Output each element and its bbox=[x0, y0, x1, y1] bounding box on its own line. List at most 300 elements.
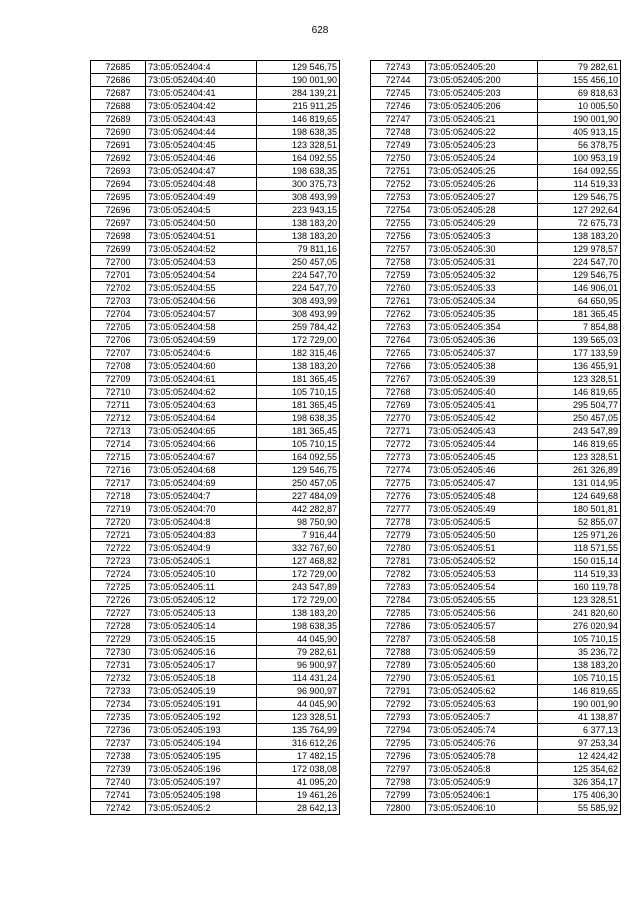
row-number-cell: 72788 bbox=[371, 646, 426, 659]
value-cell: 250 457,05 bbox=[257, 256, 340, 269]
cadastral-number-cell: 73:05:052404:61 bbox=[146, 373, 257, 386]
row-number-cell: 72794 bbox=[371, 724, 426, 737]
value-cell: 259 784,42 bbox=[257, 321, 340, 334]
table-row bbox=[371, 373, 621, 386]
table-row bbox=[371, 724, 621, 737]
row-number-cell: 72722 bbox=[91, 542, 146, 555]
row-number-cell: 72693 bbox=[91, 165, 146, 178]
row-number-cell: 72747 bbox=[371, 113, 426, 126]
cadastral-number-cell: 73:05:052405:12 bbox=[146, 594, 257, 607]
table-row bbox=[91, 516, 340, 529]
table-row bbox=[91, 685, 340, 698]
table-row bbox=[91, 204, 340, 217]
row-number-cell: 72786 bbox=[371, 620, 426, 633]
cadastral-number-cell: 73:05:052404:44 bbox=[146, 126, 257, 139]
cadastral-number-cell: 73:05:052404:48 bbox=[146, 178, 257, 191]
table-row bbox=[371, 750, 621, 763]
value-cell: 160 119,78 bbox=[538, 581, 621, 594]
table-row bbox=[371, 711, 621, 724]
value-cell: 139 565,03 bbox=[538, 334, 621, 347]
cadastral-number-cell: 73:05:052404:68 bbox=[146, 464, 257, 477]
table-row bbox=[91, 594, 340, 607]
value-cell: 250 457,05 bbox=[257, 477, 340, 490]
row-number-cell: 72785 bbox=[371, 607, 426, 620]
row-number-cell: 72723 bbox=[91, 555, 146, 568]
table-row bbox=[371, 217, 621, 230]
row-number-cell: 72730 bbox=[91, 646, 146, 659]
table-row bbox=[371, 425, 621, 438]
value-cell: 146 819,65 bbox=[538, 386, 621, 399]
value-cell: 177 133,59 bbox=[538, 347, 621, 360]
table-row bbox=[371, 607, 621, 620]
row-number-cell: 72714 bbox=[91, 438, 146, 451]
table-row bbox=[371, 490, 621, 503]
cadastral-number-cell: 73:05:052404:5 bbox=[146, 204, 257, 217]
table-row bbox=[91, 191, 340, 204]
value-cell: 123 328,51 bbox=[538, 451, 621, 464]
table-row bbox=[91, 399, 340, 412]
cadastral-number-cell: 73:05:052404:83 bbox=[146, 529, 257, 542]
table-row bbox=[91, 503, 340, 516]
row-number-cell: 72711 bbox=[91, 399, 146, 412]
row-number-cell: 72736 bbox=[91, 724, 146, 737]
cadastral-number-cell: 73:05:052404:67 bbox=[146, 451, 257, 464]
value-cell: 138 183,20 bbox=[538, 659, 621, 672]
cadastral-number-cell: 73:05:052405:47 bbox=[426, 477, 538, 490]
value-cell: 123 328,51 bbox=[257, 711, 340, 724]
cadastral-number-cell: 73:05:052405:193 bbox=[146, 724, 257, 737]
value-cell: 44 045,90 bbox=[257, 633, 340, 646]
cadastral-number-cell: 73:05:052404:52 bbox=[146, 243, 257, 256]
table-row bbox=[91, 451, 340, 464]
value-cell: 175 406,30 bbox=[538, 789, 621, 802]
value-cell: 6 377,13 bbox=[538, 724, 621, 737]
table-row bbox=[371, 503, 621, 516]
value-cell: 442 282,87 bbox=[257, 503, 340, 516]
row-number-cell: 72700 bbox=[91, 256, 146, 269]
cadastral-number-cell: 73:05:052404:8 bbox=[146, 516, 257, 529]
value-cell: 190 001,90 bbox=[538, 698, 621, 711]
value-cell: 41 138,87 bbox=[538, 711, 621, 724]
cadastral-number-cell: 73:05:052404:65 bbox=[146, 425, 257, 438]
table-row bbox=[91, 789, 340, 802]
row-number-cell: 72685 bbox=[91, 61, 146, 74]
cadastral-number-cell: 73:05:052405:26 bbox=[426, 178, 538, 191]
row-number-cell: 72702 bbox=[91, 282, 146, 295]
cadastral-number-cell: 73:05:052405:198 bbox=[146, 789, 257, 802]
table-row bbox=[91, 542, 340, 555]
value-cell: 172 729,00 bbox=[257, 568, 340, 581]
cadastral-number-cell: 73:05:052405:17 bbox=[146, 659, 257, 672]
table-row bbox=[91, 776, 340, 789]
row-number-cell: 72759 bbox=[371, 269, 426, 282]
row-number-cell: 72746 bbox=[371, 100, 426, 113]
table-row bbox=[91, 347, 340, 360]
value-cell: 190 001,90 bbox=[538, 113, 621, 126]
row-number-cell: 72717 bbox=[91, 477, 146, 490]
value-cell: 136 455,91 bbox=[538, 360, 621, 373]
table-row bbox=[91, 529, 340, 542]
value-cell: 155 456,10 bbox=[538, 74, 621, 87]
cadastral-number-cell: 73:05:052405:197 bbox=[146, 776, 257, 789]
cadastral-number-cell: 73:05:052405:18 bbox=[146, 672, 257, 685]
row-number-cell: 72763 bbox=[371, 321, 426, 334]
row-number-cell: 72771 bbox=[371, 425, 426, 438]
table-row bbox=[91, 412, 340, 425]
cadastral-number-cell: 73:05:052405:39 bbox=[426, 373, 538, 386]
value-cell: 135 764,99 bbox=[257, 724, 340, 737]
cadastral-number-cell: 73:05:052405:7 bbox=[426, 711, 538, 724]
table-row bbox=[91, 100, 340, 113]
table-row bbox=[91, 308, 340, 321]
table-row bbox=[91, 737, 340, 750]
row-number-cell: 72719 bbox=[91, 503, 146, 516]
value-cell: 44 045,90 bbox=[257, 698, 340, 711]
value-cell: 41 095,20 bbox=[257, 776, 340, 789]
cadastral-number-cell: 73:05:052405:2 bbox=[146, 802, 257, 815]
registry-table-body bbox=[91, 61, 340, 815]
cadastral-number-cell: 73:05:052405:38 bbox=[426, 360, 538, 373]
row-number-cell: 72742 bbox=[91, 802, 146, 815]
cadastral-number-cell: 73:05:052405:32 bbox=[426, 269, 538, 282]
table-row bbox=[91, 464, 340, 477]
table-row bbox=[91, 711, 340, 724]
value-cell: 276 020,94 bbox=[538, 620, 621, 633]
row-number-cell: 72745 bbox=[371, 87, 426, 100]
table-row bbox=[371, 204, 621, 217]
cadastral-number-cell: 73:05:052405:3 bbox=[426, 230, 538, 243]
row-number-cell: 72687 bbox=[91, 87, 146, 100]
cadastral-number-cell: 73:05:052405:52 bbox=[426, 555, 538, 568]
row-number-cell: 72704 bbox=[91, 308, 146, 321]
value-cell: 308 493,99 bbox=[257, 191, 340, 204]
cadastral-number-cell: 73:05:052405:20 bbox=[426, 61, 538, 74]
cadastral-number-cell: 73:05:052405:40 bbox=[426, 386, 538, 399]
row-number-cell: 72705 bbox=[91, 321, 146, 334]
cadastral-number-cell: 73:05:052404:46 bbox=[146, 152, 257, 165]
row-number-cell: 72725 bbox=[91, 581, 146, 594]
table-row bbox=[371, 256, 621, 269]
cadastral-number-cell: 73:05:052405:34 bbox=[426, 295, 538, 308]
table-row bbox=[371, 451, 621, 464]
table-row bbox=[91, 87, 340, 100]
cadastral-number-cell: 73:05:052404:60 bbox=[146, 360, 257, 373]
value-cell: 129 546,75 bbox=[257, 61, 340, 74]
value-cell: 79 282,61 bbox=[257, 646, 340, 659]
table-row bbox=[371, 789, 621, 802]
table-row bbox=[371, 737, 621, 750]
cadastral-number-cell: 73:05:052405:1 bbox=[146, 555, 257, 568]
row-number-cell: 72791 bbox=[371, 685, 426, 698]
table-row bbox=[371, 230, 621, 243]
cadastral-number-cell: 73:05:052404:7 bbox=[146, 490, 257, 503]
cadastral-number-cell: 73:05:052404:50 bbox=[146, 217, 257, 230]
value-cell: 114 519,33 bbox=[538, 178, 621, 191]
cadastral-number-cell: 73:05:052404:51 bbox=[146, 230, 257, 243]
value-cell: 150 015,14 bbox=[538, 555, 621, 568]
table-row bbox=[371, 100, 621, 113]
cadastral-number-cell: 73:05:052405:61 bbox=[426, 672, 538, 685]
row-number-cell: 72701 bbox=[91, 269, 146, 282]
cadastral-number-cell: 73:05:052404:63 bbox=[146, 399, 257, 412]
table-row bbox=[371, 334, 621, 347]
cadastral-number-cell: 73:05:052405:37 bbox=[426, 347, 538, 360]
cadastral-number-cell: 73:05:052404:41 bbox=[146, 87, 257, 100]
cadastral-number-cell: 73:05:052404:64 bbox=[146, 412, 257, 425]
row-number-cell: 72709 bbox=[91, 373, 146, 386]
row-number-cell: 72799 bbox=[371, 789, 426, 802]
value-cell: 182 315,46 bbox=[257, 347, 340, 360]
row-number-cell: 72731 bbox=[91, 659, 146, 672]
table-row bbox=[371, 152, 621, 165]
value-cell: 308 493,99 bbox=[257, 295, 340, 308]
row-number-cell: 72787 bbox=[371, 633, 426, 646]
cadastral-number-cell: 73:05:052405:354 bbox=[426, 321, 538, 334]
value-cell: 124 649,68 bbox=[538, 490, 621, 503]
row-number-cell: 72800 bbox=[371, 802, 426, 815]
value-cell: 146 819,65 bbox=[257, 113, 340, 126]
cadastral-number-cell: 73:05:052405:27 bbox=[426, 191, 538, 204]
cadastral-number-cell: 73:05:052405:15 bbox=[146, 633, 257, 646]
row-number-cell: 72696 bbox=[91, 204, 146, 217]
table-row bbox=[91, 620, 340, 633]
row-number-cell: 72780 bbox=[371, 542, 426, 555]
row-number-cell: 72758 bbox=[371, 256, 426, 269]
row-number-cell: 72738 bbox=[91, 750, 146, 763]
cadastral-number-cell: 73:05:052404:43 bbox=[146, 113, 257, 126]
cadastral-number-cell: 73:05:052404:53 bbox=[146, 256, 257, 269]
table-row bbox=[91, 425, 340, 438]
value-cell: 138 183,20 bbox=[257, 230, 340, 243]
row-number-cell: 72752 bbox=[371, 178, 426, 191]
table-row bbox=[91, 763, 340, 776]
row-number-cell: 72749 bbox=[371, 139, 426, 152]
table-row bbox=[371, 568, 621, 581]
cadastral-number-cell: 73:05:052404:59 bbox=[146, 334, 257, 347]
cadastral-number-cell: 73:05:052405:56 bbox=[426, 607, 538, 620]
row-number-cell: 72695 bbox=[91, 191, 146, 204]
cadastral-number-cell: 73:05:052404:69 bbox=[146, 477, 257, 490]
table-row bbox=[371, 581, 621, 594]
value-cell: 138 183,20 bbox=[538, 230, 621, 243]
table-row bbox=[91, 373, 340, 386]
row-number-cell: 72764 bbox=[371, 334, 426, 347]
value-cell: 181 365,45 bbox=[257, 425, 340, 438]
row-number-cell: 72765 bbox=[371, 347, 426, 360]
row-number-cell: 72732 bbox=[91, 672, 146, 685]
cadastral-number-cell: 73:05:052405:9 bbox=[426, 776, 538, 789]
value-cell: 114 519,33 bbox=[538, 568, 621, 581]
cadastral-number-cell: 73:05:052404:57 bbox=[146, 308, 257, 321]
row-number-cell: 72781 bbox=[371, 555, 426, 568]
table-row bbox=[371, 464, 621, 477]
cadastral-number-cell: 73:05:052405:59 bbox=[426, 646, 538, 659]
cadastral-number-cell: 73:05:052405:60 bbox=[426, 659, 538, 672]
cadastral-number-cell: 73:05:052405:25 bbox=[426, 165, 538, 178]
row-number-cell: 72735 bbox=[91, 711, 146, 724]
row-number-cell: 72798 bbox=[371, 776, 426, 789]
cadastral-number-cell: 73:05:052405:48 bbox=[426, 490, 538, 503]
value-cell: 64 650,95 bbox=[538, 295, 621, 308]
value-cell: 118 571,55 bbox=[538, 542, 621, 555]
value-cell: 181 365,45 bbox=[538, 308, 621, 321]
cadastral-number-cell: 73:05:052405:63 bbox=[426, 698, 538, 711]
cadastral-number-cell: 73:05:052405:53 bbox=[426, 568, 538, 581]
table-row bbox=[371, 620, 621, 633]
row-number-cell: 72688 bbox=[91, 100, 146, 113]
value-cell: 96 900,97 bbox=[257, 659, 340, 672]
cadastral-number-cell: 73:05:052405:14 bbox=[146, 620, 257, 633]
cadastral-number-cell: 73:05:052404:58 bbox=[146, 321, 257, 334]
row-number-cell: 72686 bbox=[91, 74, 146, 87]
row-number-cell: 72797 bbox=[371, 763, 426, 776]
table-row bbox=[371, 243, 621, 256]
cadastral-number-cell: 73:05:052405:55 bbox=[426, 594, 538, 607]
row-number-cell: 72774 bbox=[371, 464, 426, 477]
value-cell: 164 092,55 bbox=[257, 451, 340, 464]
page-number: 628 bbox=[311, 25, 329, 36]
row-number-cell: 72757 bbox=[371, 243, 426, 256]
table-row bbox=[91, 217, 340, 230]
table-row bbox=[371, 191, 621, 204]
value-cell: 224 547,70 bbox=[257, 269, 340, 282]
row-number-cell: 72699 bbox=[91, 243, 146, 256]
row-number-cell: 72796 bbox=[371, 750, 426, 763]
value-cell: 129 546,75 bbox=[538, 269, 621, 282]
cadastral-number-cell: 73:05:052405:195 bbox=[146, 750, 257, 763]
value-cell: 146 819,65 bbox=[538, 438, 621, 451]
row-number-cell: 72772 bbox=[371, 438, 426, 451]
value-cell: 105 710,15 bbox=[257, 386, 340, 399]
cadastral-number-cell: 73:05:052405:42 bbox=[426, 412, 538, 425]
cadastral-number-cell: 73:05:052405:35 bbox=[426, 308, 538, 321]
row-number-cell: 72726 bbox=[91, 594, 146, 607]
value-cell: 98 750,90 bbox=[257, 516, 340, 529]
table-row bbox=[371, 178, 621, 191]
table-row bbox=[91, 659, 340, 672]
table-row bbox=[371, 347, 621, 360]
row-number-cell: 72740 bbox=[91, 776, 146, 789]
row-number-cell: 72728 bbox=[91, 620, 146, 633]
row-number-cell: 72689 bbox=[91, 113, 146, 126]
row-number-cell: 72739 bbox=[91, 763, 146, 776]
table-row bbox=[91, 321, 340, 334]
row-number-cell: 72782 bbox=[371, 568, 426, 581]
value-cell: 123 328,51 bbox=[538, 594, 621, 607]
cadastral-number-cell: 73:05:052404:47 bbox=[146, 165, 257, 178]
table-row bbox=[371, 529, 621, 542]
table-row bbox=[91, 750, 340, 763]
value-cell: 164 092,55 bbox=[257, 152, 340, 165]
value-cell: 227 484,09 bbox=[257, 490, 340, 503]
value-cell: 223 943,15 bbox=[257, 204, 340, 217]
table-row bbox=[91, 269, 340, 282]
cadastral-number-cell: 73:05:052404:42 bbox=[146, 100, 257, 113]
table-row bbox=[371, 659, 621, 672]
row-number-cell: 72741 bbox=[91, 789, 146, 802]
value-cell: 316 612,26 bbox=[257, 737, 340, 750]
value-cell: 96 900,97 bbox=[257, 685, 340, 698]
row-number-cell: 72768 bbox=[371, 386, 426, 399]
value-cell: 138 183,20 bbox=[257, 360, 340, 373]
cadastral-number-cell: 73:05:052406:10 bbox=[426, 802, 538, 815]
table-row bbox=[91, 802, 340, 815]
value-cell: 127 292,64 bbox=[538, 204, 621, 217]
value-cell: 56 378,75 bbox=[538, 139, 621, 152]
row-number-cell: 72770 bbox=[371, 412, 426, 425]
table-row bbox=[91, 282, 340, 295]
registry-table-right bbox=[370, 60, 621, 815]
value-cell: 172 038,08 bbox=[257, 763, 340, 776]
row-number-cell: 72691 bbox=[91, 139, 146, 152]
cadastral-number-cell: 73:05:052405:30 bbox=[426, 243, 538, 256]
cadastral-number-cell: 73:05:052405:10 bbox=[146, 568, 257, 581]
table-row bbox=[371, 321, 621, 334]
table-row bbox=[91, 698, 340, 711]
table-row bbox=[91, 555, 340, 568]
value-cell: 243 547,89 bbox=[257, 581, 340, 594]
value-cell: 131 014,95 bbox=[538, 477, 621, 490]
row-number-cell: 72698 bbox=[91, 230, 146, 243]
cadastral-number-cell: 73:05:052404:45 bbox=[146, 139, 257, 152]
row-number-cell: 72777 bbox=[371, 503, 426, 516]
table-row bbox=[91, 126, 340, 139]
value-cell: 180 501,81 bbox=[538, 503, 621, 516]
value-cell: 146 906,01 bbox=[538, 282, 621, 295]
table-row bbox=[91, 477, 340, 490]
value-cell: 181 365,45 bbox=[257, 399, 340, 412]
value-cell: 79 282,61 bbox=[538, 61, 621, 74]
cadastral-number-cell: 73:05:052405:44 bbox=[426, 438, 538, 451]
row-number-cell: 72720 bbox=[91, 516, 146, 529]
row-number-cell: 72694 bbox=[91, 178, 146, 191]
table-row bbox=[91, 633, 340, 646]
cadastral-number-cell: 73:05:052406:1 bbox=[426, 789, 538, 802]
row-number-cell: 72750 bbox=[371, 152, 426, 165]
value-cell: 295 504,77 bbox=[538, 399, 621, 412]
table-row bbox=[91, 672, 340, 685]
row-number-cell: 72754 bbox=[371, 204, 426, 217]
table-row bbox=[91, 581, 340, 594]
cadastral-number-cell: 73:05:052405:33 bbox=[426, 282, 538, 295]
cadastral-number-cell: 73:05:052405:196 bbox=[146, 763, 257, 776]
cadastral-number-cell: 73:05:052404:70 bbox=[146, 503, 257, 516]
value-cell: 69 818,63 bbox=[538, 87, 621, 100]
cadastral-number-cell: 73:05:052405:36 bbox=[426, 334, 538, 347]
table-row bbox=[371, 282, 621, 295]
row-number-cell: 72776 bbox=[371, 490, 426, 503]
cadastral-number-cell: 73:05:052405:206 bbox=[426, 100, 538, 113]
cadastral-number-cell: 73:05:052404:49 bbox=[146, 191, 257, 204]
cadastral-number-cell: 73:05:052405:51 bbox=[426, 542, 538, 555]
cadastral-number-cell: 73:05:052405:11 bbox=[146, 581, 257, 594]
row-number-cell: 72792 bbox=[371, 698, 426, 711]
value-cell: 138 183,20 bbox=[257, 217, 340, 230]
value-cell: 332 767,60 bbox=[257, 542, 340, 555]
cadastral-number-cell: 73:05:052405:16 bbox=[146, 646, 257, 659]
table-row bbox=[371, 399, 621, 412]
value-cell: 224 547,70 bbox=[257, 282, 340, 295]
table-row bbox=[91, 438, 340, 451]
cadastral-number-cell: 73:05:052405:43 bbox=[426, 425, 538, 438]
table-row bbox=[371, 438, 621, 451]
table-row bbox=[91, 295, 340, 308]
cadastral-number-cell: 73:05:052405:45 bbox=[426, 451, 538, 464]
row-number-cell: 72783 bbox=[371, 581, 426, 594]
row-number-cell: 72692 bbox=[91, 152, 146, 165]
registry-table-body bbox=[371, 61, 621, 815]
row-number-cell: 72778 bbox=[371, 516, 426, 529]
